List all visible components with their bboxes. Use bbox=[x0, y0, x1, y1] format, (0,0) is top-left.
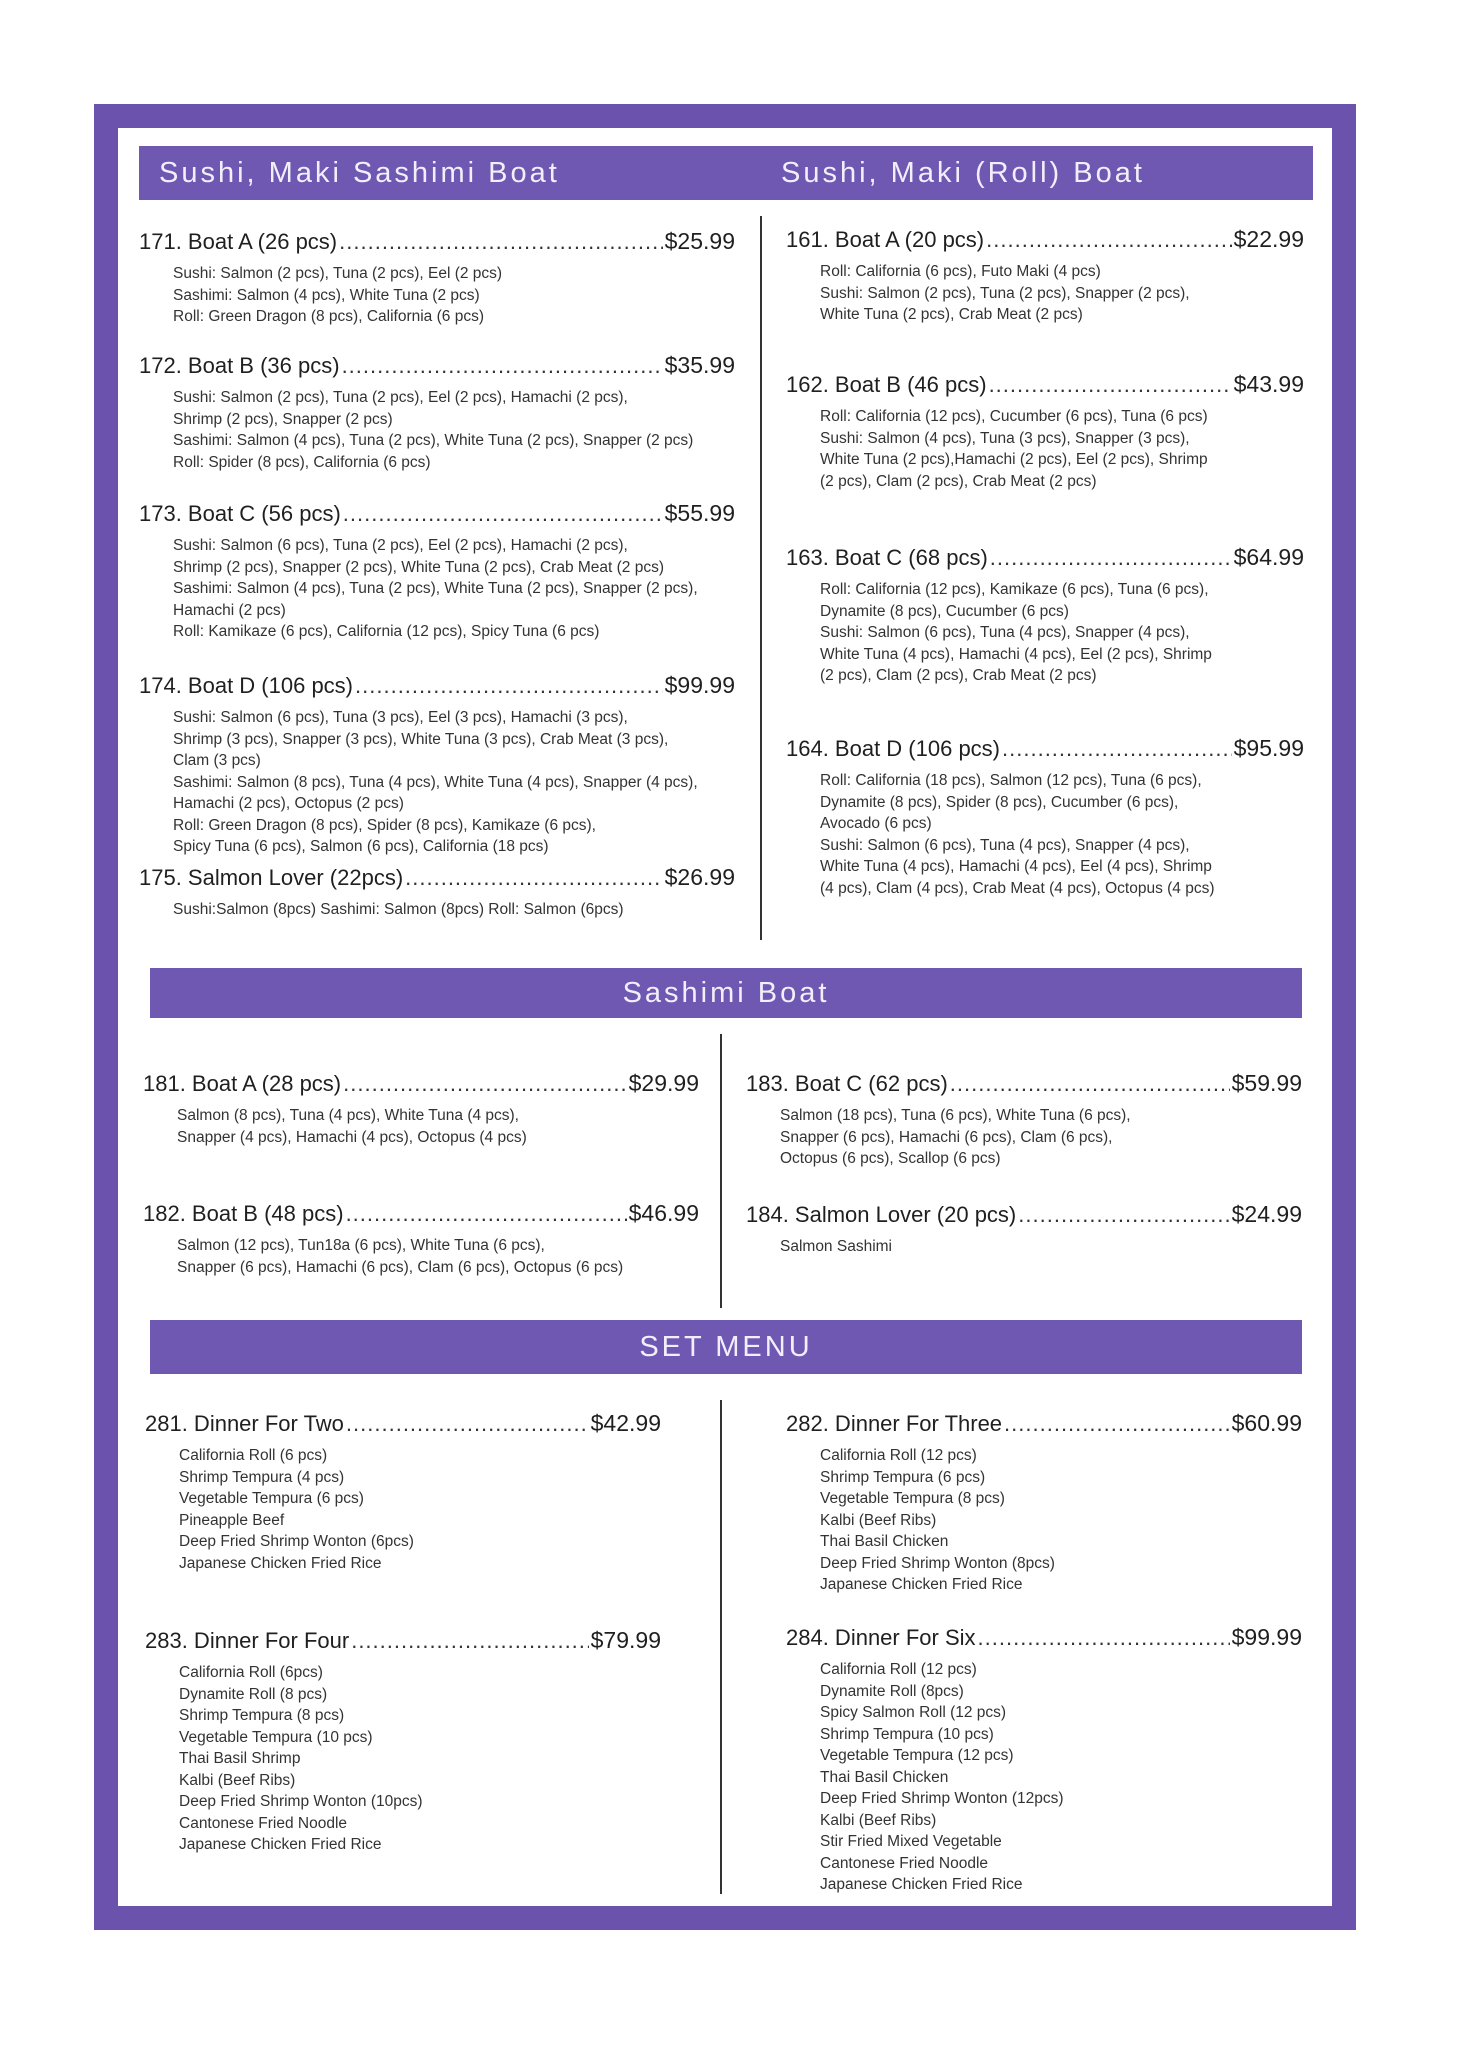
boat-header-band bbox=[139, 146, 1313, 200]
menu-item bbox=[746, 1070, 1302, 1170]
menu-item-description bbox=[173, 263, 735, 328]
menu-item-name: 171. Boat A (26 pcs) bbox=[139, 229, 338, 254]
description-line: Roll: Green Dragon (8 pcs), Spider (8 pcs), Kamikaze (6 pcs), bbox=[173, 816, 596, 834]
menu-item-description bbox=[820, 579, 1304, 687]
description-line: Spicy Salmon Roll (12 pcs) bbox=[820, 1704, 1007, 1721]
menu-item-header bbox=[786, 1410, 1302, 1437]
dot-leader bbox=[405, 865, 663, 891]
description-line: Deep Fried Shrimp Wonton (8pcs) bbox=[820, 1554, 1055, 1572]
description-line: California Roll (12 pcs) bbox=[820, 1661, 977, 1678]
description-line: Deep Fried Shrimp Wonton (10pcs) bbox=[179, 1793, 423, 1810]
menu-item-name: 281. Dinner For Two bbox=[145, 1411, 344, 1436]
description-line: Japanese Chicken Fried Rice bbox=[820, 1876, 1023, 1893]
menu-item-description bbox=[780, 1105, 1302, 1170]
description-line: Sushi: Salmon (2 pcs), Tuna (2 pcs), Snapper (2 pcs), bbox=[820, 284, 1190, 302]
description-line: Stir Fried Mixed Vegetable bbox=[820, 1833, 1002, 1850]
menu-item-name: 172. Boat B (36 pcs) bbox=[139, 353, 340, 378]
description-line: Dynamite (8 pcs), Cucumber (6 pcs) bbox=[820, 602, 1069, 620]
description-line: Japanese Chicken Fried Rice bbox=[179, 1836, 382, 1853]
dot-leader bbox=[1018, 1202, 1229, 1228]
description-line: California Roll (12 pcs) bbox=[820, 1447, 977, 1464]
menu-item-price: $59.99 bbox=[1231, 1070, 1302, 1096]
description-line: Shrimp (2 pcs), Snapper (2 pcs) bbox=[173, 410, 393, 428]
menu-item-price: $55.99 bbox=[664, 500, 735, 526]
description-line: Roll: Spider (8 pcs), California (6 pcs) bbox=[173, 453, 431, 471]
menu-item bbox=[786, 1624, 1302, 1896]
dot-leader bbox=[342, 353, 663, 379]
description-line: Vegetable Tempura (10 pcs) bbox=[179, 1728, 373, 1746]
dot-leader bbox=[986, 227, 1232, 253]
description-line: Roll: California (12 pcs), Kamikaze (6 pcs), Tuna (6 pcs), bbox=[820, 581, 1209, 598]
set-menu-band bbox=[150, 1320, 1302, 1374]
description-line: White Tuna (4 pcs), Hamachi (4 pcs), Eel (4 pcs), Shrimp bbox=[820, 858, 1212, 875]
menu-item-price: $26.99 bbox=[664, 864, 735, 890]
description-line: Cantonese Fried Noodle bbox=[820, 1854, 989, 1872]
description-line: Roll: Kamikaze (6 pcs), California (12 pcs), Spicy Tuna (6 pcs) bbox=[173, 623, 600, 640]
description-line: Dynamite Roll (8 pcs) bbox=[179, 1685, 328, 1703]
menu-item-description bbox=[177, 1105, 699, 1148]
description-line: Kalbi (Beef Ribs) bbox=[820, 1511, 937, 1529]
description-line: Sushi: Salmon (2 pcs), Tuna (2 pcs), Eel (2 pcs), Hamachi (2 pcs), bbox=[173, 389, 628, 406]
sushi-maki-roll-title: Sushi, Maki (Roll) Boat bbox=[781, 156, 1145, 189]
menu-item bbox=[746, 1201, 1302, 1258]
description-line: Deep Fried Shrimp Wonton (6pcs) bbox=[179, 1533, 414, 1550]
menu-item-header bbox=[746, 1070, 1302, 1097]
menu-item-description bbox=[179, 1662, 661, 1856]
menu-item-description bbox=[177, 1235, 699, 1278]
description-line: Thai Basil Chicken bbox=[820, 1533, 949, 1550]
description-line: Sashimi: Salmon (4 pcs), Tuna (2 pcs), White Tuna (2 pcs), Snapper (2 pcs) bbox=[173, 432, 694, 449]
description-line: Snapper (6 pcs), Hamachi (6 pcs), Clam (6 pcs), Octopus (6 pcs) bbox=[177, 1258, 624, 1276]
description-line: Sushi: Salmon (6 pcs), Tuna (3 pcs), Eel (3 pcs), Hamachi (3 pcs), bbox=[173, 709, 628, 726]
menu-item-description bbox=[820, 406, 1304, 492]
description-line: Japanese Chicken Fried Rice bbox=[179, 1554, 382, 1572]
sushi-maki-sashimi-title: Sushi, Maki Sashimi Boat bbox=[159, 156, 560, 189]
menu-item-price: $95.99 bbox=[1233, 735, 1304, 761]
description-line: Shrimp Tempura (8 pcs) bbox=[179, 1707, 345, 1724]
menu-item-price: $46.99 bbox=[628, 1200, 699, 1226]
menu-item-name: 183. Boat C (62 pcs) bbox=[746, 1071, 948, 1096]
menu-item-name: 175. Salmon Lover (22pcs) bbox=[139, 865, 404, 890]
dot-leader bbox=[950, 1071, 1230, 1097]
description-line: Salmon Sashimi bbox=[780, 1238, 892, 1255]
menu-item-description bbox=[173, 899, 735, 921]
description-line: Hamachi (2 pcs) bbox=[173, 601, 286, 619]
menu-item-header bbox=[746, 1201, 1302, 1228]
menu-item bbox=[145, 1627, 661, 1856]
description-line: Clam (3 pcs) bbox=[173, 752, 261, 769]
menu-item-price: $24.99 bbox=[1231, 1201, 1302, 1227]
description-line: Kalbi (Beef Ribs) bbox=[179, 1771, 296, 1789]
description-line: Salmon (12 pcs), Tun18a (6 pcs), White Tuna (6 pcs), bbox=[177, 1237, 545, 1254]
menu-item-description bbox=[820, 1445, 1302, 1596]
set-menu-title: SET MENU bbox=[639, 1330, 813, 1363]
menu-item-description bbox=[173, 535, 735, 643]
description-line: California Roll (6 pcs) bbox=[179, 1447, 328, 1464]
description-line: Dynamite Roll (8pcs) bbox=[820, 1682, 964, 1700]
description-line: Avocado (6 pcs) bbox=[820, 815, 932, 832]
menu-item-header bbox=[139, 864, 735, 891]
dot-leader bbox=[346, 1411, 589, 1437]
menu-item-description bbox=[820, 1659, 1302, 1896]
dot-leader bbox=[1004, 1411, 1230, 1437]
menu-item-price: $22.99 bbox=[1233, 226, 1304, 252]
menu-item-price: $42.99 bbox=[590, 1410, 661, 1436]
description-line: Cantonese Fried Noodle bbox=[179, 1814, 348, 1832]
description-line: Thai Basil Chicken bbox=[820, 1768, 949, 1786]
description-line: Sushi:Salmon (8pcs) Sashimi: Salmon (8pcs) Roll: Salmon (6pcs) bbox=[173, 901, 624, 918]
menu-item bbox=[139, 864, 735, 921]
description-line: Octopus (6 pcs), Scallop (6 pcs) bbox=[780, 1150, 1001, 1167]
description-line: Shrimp Tempura (10 pcs) bbox=[820, 1725, 994, 1743]
description-line: White Tuna (4 pcs), Hamachi (4 pcs), Eel (2 pcs), Shrimp bbox=[820, 645, 1212, 663]
description-line: Hamachi (2 pcs), Octopus (2 pcs) bbox=[173, 795, 404, 812]
menu-item-name: 283. Dinner For Four bbox=[145, 1628, 350, 1653]
menu-item-price: $99.99 bbox=[664, 672, 735, 698]
menu-item-header bbox=[143, 1070, 699, 1097]
menu-item-name: 162. Boat B (46 pcs) bbox=[786, 372, 987, 397]
sashimi-boat-title: Sashimi Boat bbox=[622, 976, 830, 1009]
description-line: White Tuna (2 pcs), Crab Meat (2 pcs) bbox=[820, 306, 1083, 323]
dot-leader bbox=[351, 1628, 588, 1654]
menu-item-name: 184. Salmon Lover (20 pcs) bbox=[746, 1202, 1017, 1227]
description-line: (2 pcs), Clam (2 pcs), Crab Meat (2 pcs) bbox=[820, 472, 1097, 490]
description-line: Snapper (4 pcs), Hamachi (4 pcs), Octopus (4 pcs) bbox=[177, 1128, 527, 1146]
dot-leader bbox=[343, 501, 663, 527]
description-line: Pineapple Beef bbox=[179, 1511, 285, 1529]
menu-item-price: $99.99 bbox=[1231, 1624, 1302, 1650]
description-line: Japanese Chicken Fried Rice bbox=[820, 1576, 1023, 1593]
description-line: Roll: California (6 pcs), Futo Maki (4 pcs) bbox=[820, 263, 1101, 280]
description-line: Sashimi: Salmon (8 pcs), Tuna (4 pcs), White Tuna (4 pcs), Snapper (4 pcs), bbox=[173, 773, 698, 791]
menu-item-name: 182. Boat B (48 pcs) bbox=[143, 1201, 344, 1226]
menu-item-price: $43.99 bbox=[1233, 371, 1304, 397]
description-line: Sushi: Salmon (6 pcs), Tuna (2 pcs), Eel (2 pcs), Hamachi (2 pcs), bbox=[173, 537, 628, 554]
description-line: Thai Basil Shrimp bbox=[179, 1750, 301, 1767]
menu-item-header bbox=[786, 544, 1304, 571]
menu-item-header bbox=[786, 1624, 1302, 1651]
menu-item-price: $60.99 bbox=[1231, 1410, 1302, 1436]
menu-item-name: 174. Boat D (106 pcs) bbox=[139, 673, 354, 698]
menu-item-header bbox=[143, 1200, 699, 1227]
description-line: Snapper (6 pcs), Hamachi (6 pcs), Clam (6 pcs), bbox=[780, 1128, 1113, 1146]
menu-item bbox=[139, 672, 735, 858]
description-line: White Tuna (2 pcs),Hamachi (2 pcs), Eel (2 pcs), Shrimp bbox=[820, 451, 1208, 468]
description-line: Vegetable Tempura (8 pcs) bbox=[820, 1490, 1005, 1507]
menu-item-header bbox=[145, 1410, 661, 1437]
dot-leader bbox=[346, 1201, 627, 1227]
menu-item bbox=[139, 352, 735, 473]
menu-item-name: 284. Dinner For Six bbox=[786, 1625, 976, 1650]
description-line: Vegetable Tempura (12 pcs) bbox=[820, 1747, 1014, 1764]
description-line: Roll: Green Dragon (8 pcs), California (6 pcs) bbox=[173, 308, 484, 325]
description-line: California Roll (6pcs) bbox=[179, 1664, 323, 1681]
description-line: Sashimi: Salmon (4 pcs), White Tuna (2 pcs) bbox=[173, 286, 480, 304]
menu-item bbox=[786, 735, 1304, 899]
description-line: Salmon (8 pcs), Tuna (4 pcs), White Tuna (4 pcs), bbox=[177, 1107, 519, 1124]
menu-item bbox=[786, 371, 1304, 492]
description-line: Sushi: Salmon (6 pcs), Tuna (4 pcs), Snapper (4 pcs), bbox=[820, 624, 1190, 641]
description-line: Sushi: Salmon (4 pcs), Tuna (3 pcs), Snapper (3 pcs), bbox=[820, 429, 1190, 447]
column-divider bbox=[760, 216, 762, 940]
menu-item-name: 161. Boat A (20 pcs) bbox=[786, 227, 985, 252]
menu-item-price: $25.99 bbox=[664, 228, 735, 254]
description-line: Spicy Tuna (6 pcs), Salmon (6 pcs), California (18 pcs) bbox=[173, 838, 549, 855]
description-line: Salmon (18 pcs), Tuna (6 pcs), White Tuna (6 pcs), bbox=[780, 1107, 1131, 1124]
menu-item bbox=[786, 1410, 1302, 1596]
description-line: Shrimp Tempura (6 pcs) bbox=[820, 1468, 986, 1486]
description-line: Dynamite (8 pcs), Spider (8 pcs), Cucumber (6 pcs), bbox=[820, 793, 1179, 811]
menu-item bbox=[139, 228, 735, 328]
menu-item-name: 164. Boat D (106 pcs) bbox=[786, 736, 1001, 761]
menu-item bbox=[145, 1410, 661, 1574]
menu-item-description bbox=[173, 707, 735, 858]
menu-item-header bbox=[139, 352, 735, 379]
menu-item-header bbox=[786, 226, 1304, 253]
menu-item-name: 163. Boat C (68 pcs) bbox=[786, 545, 988, 570]
dot-leader bbox=[1002, 736, 1232, 762]
description-line: Roll: California (18 pcs), Salmon (12 pcs), Tuna (6 pcs), bbox=[820, 772, 1202, 789]
description-line: Sushi: Salmon (2 pcs), Tuna (2 pcs), Eel (2 pcs) bbox=[173, 265, 503, 282]
column-divider bbox=[720, 1400, 722, 1894]
description-line: (4 pcs), Clam (4 pcs), Crab Meat (4 pcs), Octopus (4 pcs) bbox=[820, 879, 1215, 897]
menu-item-header bbox=[139, 228, 735, 255]
menu-item-header bbox=[139, 500, 735, 527]
sashimi-boat-band bbox=[150, 968, 1302, 1018]
menu-item-description bbox=[780, 1236, 1302, 1258]
column-divider bbox=[720, 1034, 722, 1308]
dot-leader bbox=[990, 545, 1232, 571]
menu-item-name: 181. Boat A (28 pcs) bbox=[143, 1071, 342, 1096]
menu-item-description bbox=[173, 387, 735, 473]
menu-item bbox=[786, 544, 1304, 687]
menu-item bbox=[139, 500, 735, 643]
description-line: Sashimi: Salmon (4 pcs), Tuna (2 pcs), White Tuna (2 pcs), Snapper (2 pcs), bbox=[173, 580, 698, 597]
description-line: Shrimp (3 pcs), Snapper (3 pcs), White Tuna (3 pcs), Crab Meat (3 pcs), bbox=[173, 730, 669, 748]
menu-item-price: $79.99 bbox=[590, 1627, 661, 1653]
menu-item-header bbox=[786, 371, 1304, 398]
description-line: Roll: California (12 pcs), Cucumber (6 pcs), Tuna (6 pcs) bbox=[820, 408, 1208, 425]
dot-leader bbox=[978, 1625, 1230, 1651]
menu-item-name: 173. Boat C (56 pcs) bbox=[139, 501, 341, 526]
description-line: Deep Fried Shrimp Wonton (12pcs) bbox=[820, 1790, 1064, 1807]
menu-item-description bbox=[179, 1445, 661, 1574]
menu-item-price: $35.99 bbox=[664, 352, 735, 378]
description-line: Shrimp (2 pcs), Snapper (2 pcs), White Tuna (2 pcs), Crab Meat (2 pcs) bbox=[173, 558, 665, 576]
description-line: Vegetable Tempura (6 pcs) bbox=[179, 1490, 364, 1507]
dot-leader bbox=[343, 1071, 627, 1097]
menu-item bbox=[786, 226, 1304, 326]
description-line: Sushi: Salmon (6 pcs), Tuna (4 pcs), Snapper (4 pcs), bbox=[820, 836, 1190, 854]
description-line: (2 pcs), Clam (2 pcs), Crab Meat (2 pcs) bbox=[820, 667, 1097, 684]
menu-item-description bbox=[820, 770, 1304, 899]
menu-item-header bbox=[786, 735, 1304, 762]
description-line: Kalbi (Beef Ribs) bbox=[820, 1811, 937, 1829]
menu-item-description bbox=[820, 261, 1304, 326]
dot-leader bbox=[339, 229, 663, 255]
menu-item bbox=[143, 1070, 699, 1148]
dot-leader bbox=[989, 372, 1232, 398]
menu-item-price: $64.99 bbox=[1233, 544, 1304, 570]
dot-leader bbox=[355, 673, 663, 699]
menu-item-header bbox=[145, 1627, 661, 1654]
menu-item bbox=[143, 1200, 699, 1278]
menu-item-price: $29.99 bbox=[628, 1070, 699, 1096]
description-line: Shrimp Tempura (4 pcs) bbox=[179, 1468, 345, 1486]
menu-item-header bbox=[139, 672, 735, 699]
menu-item-name: 282. Dinner For Three bbox=[786, 1411, 1003, 1436]
